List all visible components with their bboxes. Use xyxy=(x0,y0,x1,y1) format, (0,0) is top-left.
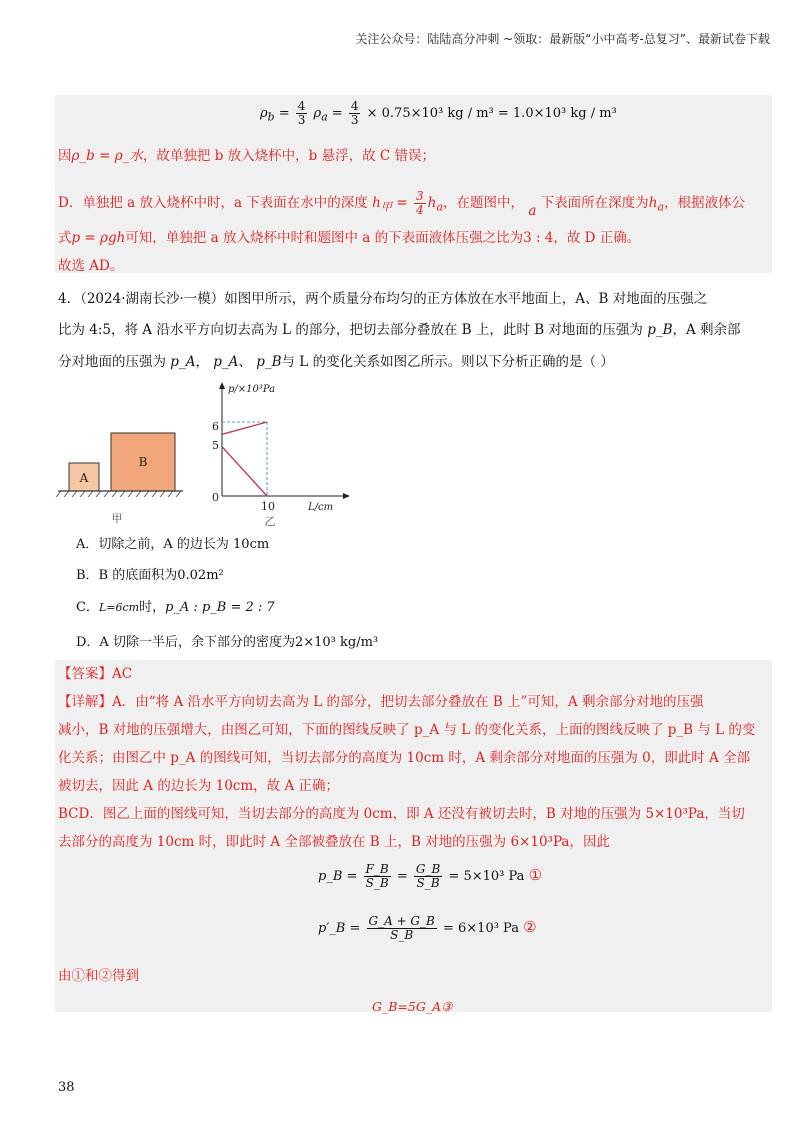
eq2-num: G_A + G_B xyxy=(368,914,435,928)
line-d2 xyxy=(58,228,640,248)
ground-hatch xyxy=(56,491,181,497)
figure-yi-chart xyxy=(200,378,360,528)
series-line-pb xyxy=(222,422,267,434)
detail-line-2: 减小，B 对地的压强增大，由图乙可知，下面的图线反映了 p_A 与 L 的变化关系，上面的图线反映了 p_B 与 L 的变 xyxy=(58,722,756,738)
question-line-1: 4．（2024·湖南长沙·一模）如图甲所示，两个质量分布均匀的正方体放在水平地面上，A、B 对地面的压强之 xyxy=(58,291,708,307)
density-value: × 0.75×10³ kg / m³ = 1.0×10³ kg / m³ xyxy=(366,106,617,121)
line-c-formula: ρ_b = ρ_水 xyxy=(71,148,143,164)
eq2-den: S_B xyxy=(390,928,414,942)
question-line-2-post: ，A 剩余部 xyxy=(672,322,741,338)
x-axis-label: L/cm xyxy=(308,502,334,513)
rho-b-symbol: ρ xyxy=(260,106,268,121)
line-d2-pre: 式 xyxy=(58,230,72,246)
line-c-pre: 因 xyxy=(58,148,72,164)
detail-line-3: 化关系；由图乙中 p_A 的图线可知，当切去部分的高度为 10cm 时，A 剩余部分对地面的压强为 0，即此时 A 全部 xyxy=(58,750,751,766)
eq1-lhs: p_B = xyxy=(318,869,358,884)
option-c xyxy=(76,598,275,618)
question-line-3-pre: 分对地面的压强为 xyxy=(58,354,166,370)
block-a-label: A xyxy=(79,471,89,485)
option-a: A．切除之前，A 的边长为 10cm xyxy=(76,537,270,552)
block-b-label: B xyxy=(138,455,148,469)
option-d-value: 2×10³ kg/m³ xyxy=(294,635,379,650)
detail-line-4: 被切去，因此 A 的边长为 10cm，故 A 正确； xyxy=(58,778,339,794)
ratio-3-4: 3 : 4 xyxy=(523,230,554,246)
eq1-mark: ① xyxy=(528,866,543,884)
eq1-f1-num: F_B xyxy=(365,862,389,876)
y-axis-arrow xyxy=(219,382,225,389)
line-d1-post: 下表面所在深度为 xyxy=(540,195,649,211)
question-line-3-post: 与 L 的变化关系如图乙所示。则以下分析正确的是（ ） xyxy=(281,354,614,370)
figure-yi-caption: 乙 xyxy=(264,515,276,528)
line-d1-mid: ，在题图中， xyxy=(443,195,525,211)
question-line-2-pre: 比为 4:5，将 A 沿水平方向切去高为 L 的部分，把切去部分叠放在 B 上，此时 B 对地面的压强为 xyxy=(58,322,643,338)
bcd-line-2: 去部分的高度为 10cm 时，即此时 A 全部被叠放在 B 上，B 对地的压强为 6×10³Pa，因此 xyxy=(58,834,610,850)
question-line-3: 分对地面的压强为 p_A， p_A、 p_B与 L 的变化关系如图乙所示。则以下分析正确的是（ ） xyxy=(58,354,614,370)
option-c-condition: L=6cm xyxy=(98,601,140,614)
eq1-fraction-2 xyxy=(414,863,442,890)
eq2-lhs: p′_B = xyxy=(318,921,361,936)
ha-symbol: $h_a$ xyxy=(648,195,665,214)
line-d1-end: ，根据液体公 xyxy=(664,195,746,211)
eq1-fraction-1 xyxy=(364,863,391,890)
line-d2-post: ，故 D 正确。 xyxy=(553,230,641,246)
eq1-f2-den: S_B xyxy=(416,876,440,890)
eq2-fraction xyxy=(367,915,437,942)
figure-jia-caption: 甲 xyxy=(111,512,123,525)
option-c-mid: 时， xyxy=(139,600,166,615)
line-d1 xyxy=(58,190,745,218)
eq1-rhs: = 5×10³ Pa xyxy=(448,869,525,884)
line-c xyxy=(58,146,435,166)
h-water-formula: $h_甲$ = $\frac{3}{4}$ $h_a$ xyxy=(372,189,444,217)
pressure-formula: p = ρgh xyxy=(71,230,126,246)
line-d1-pre: D．单独把 a 放入烧杯中时，a 下表面在水中的深度 xyxy=(58,195,368,211)
page-header: 关注公众号：陆陆高分冲刺 ~领取：最新版“小中高考-总复习”、最新试卷下载 xyxy=(355,32,770,46)
detail-line-1: 【详解】A．由“将 A 沿水平方向切去高为 L 的部分，把切去部分叠放在 B 上”可知，A 剩余部分对地的压强 xyxy=(58,694,704,710)
x-axis-arrow xyxy=(343,493,350,499)
option-b-pre: B．B 的底面积为 xyxy=(76,568,178,583)
a-symbol: a xyxy=(528,203,537,219)
eq1-f1-den: S_B xyxy=(365,876,389,890)
equation-2 xyxy=(318,915,537,942)
figure-jia xyxy=(55,425,195,525)
pb-symbol-2: p_B xyxy=(256,354,282,370)
equation-1: p_B = $\frac{F\_B}{S\_B}$ = $\frac{G\_B}{S\_B}$ = 5×10³ Pa ① xyxy=(318,862,543,890)
eq2-rhs: = 6×10³ Pa xyxy=(442,921,519,936)
option-b-value: 0.02m² xyxy=(177,568,224,583)
y-axis-label: p/×10³Pa xyxy=(228,384,276,395)
pa-symbol-2: p_A xyxy=(213,354,239,370)
y-tick-5: 5 xyxy=(212,439,219,452)
pa-symbol-1: p_A xyxy=(170,354,196,370)
x-tick-10: 10 xyxy=(261,500,275,513)
page-number: 38 xyxy=(58,1080,75,1095)
option-c-pre: C． xyxy=(76,600,99,615)
pb-symbol: p_B xyxy=(647,322,673,338)
option-d xyxy=(76,633,378,653)
bcd-line-1: BCD．图乙上面的图线可知，当切去部分的高度为 0cm，即 A 还没有被切去时，B 对地的压强为 5×10³Pa，当切 xyxy=(58,806,745,822)
line-d2-mid: 可知，单独把 a 放入烧杯中时和题图中 a 的下表面液体压强之比为 xyxy=(125,230,524,246)
density-formula: $\rho_b$ = $\frac{4}{3}$ $\rho_a$ = $\frac{4}{3}$ × 0.75×10³ kg / m³ = 1.0×10³ kg / m³ xyxy=(260,99,617,127)
eq1-f2-num: G_B xyxy=(415,862,441,876)
series-line-pa xyxy=(222,447,267,496)
derive-line: 由①和②得到 xyxy=(58,968,139,984)
y-tick-0: 0 xyxy=(212,491,219,504)
fraction-4-3: $\frac{4}{3}$ xyxy=(297,99,306,127)
answer-label: 【答案】AC xyxy=(58,666,133,682)
question-line-2 xyxy=(58,320,741,340)
option-c-ratio: p_A : p_B = 2 : 7 xyxy=(165,600,275,615)
line-c-post: ，故单独把 b 放入烧杯中，b 悬浮，故 C 错误； xyxy=(142,148,435,164)
fraction-4-3-b: $\frac{4}{3}$ xyxy=(350,99,359,127)
option-b xyxy=(76,566,224,586)
eq2-mark: ② xyxy=(523,918,537,936)
equation-3: G_B=5G_A③ xyxy=(372,999,453,1014)
y-tick-6: 6 xyxy=(212,420,219,433)
line-choice: 故选 AD。 xyxy=(58,258,124,274)
option-d-pre: D．A 切除一半后，余下部分的密度为 xyxy=(76,635,295,650)
